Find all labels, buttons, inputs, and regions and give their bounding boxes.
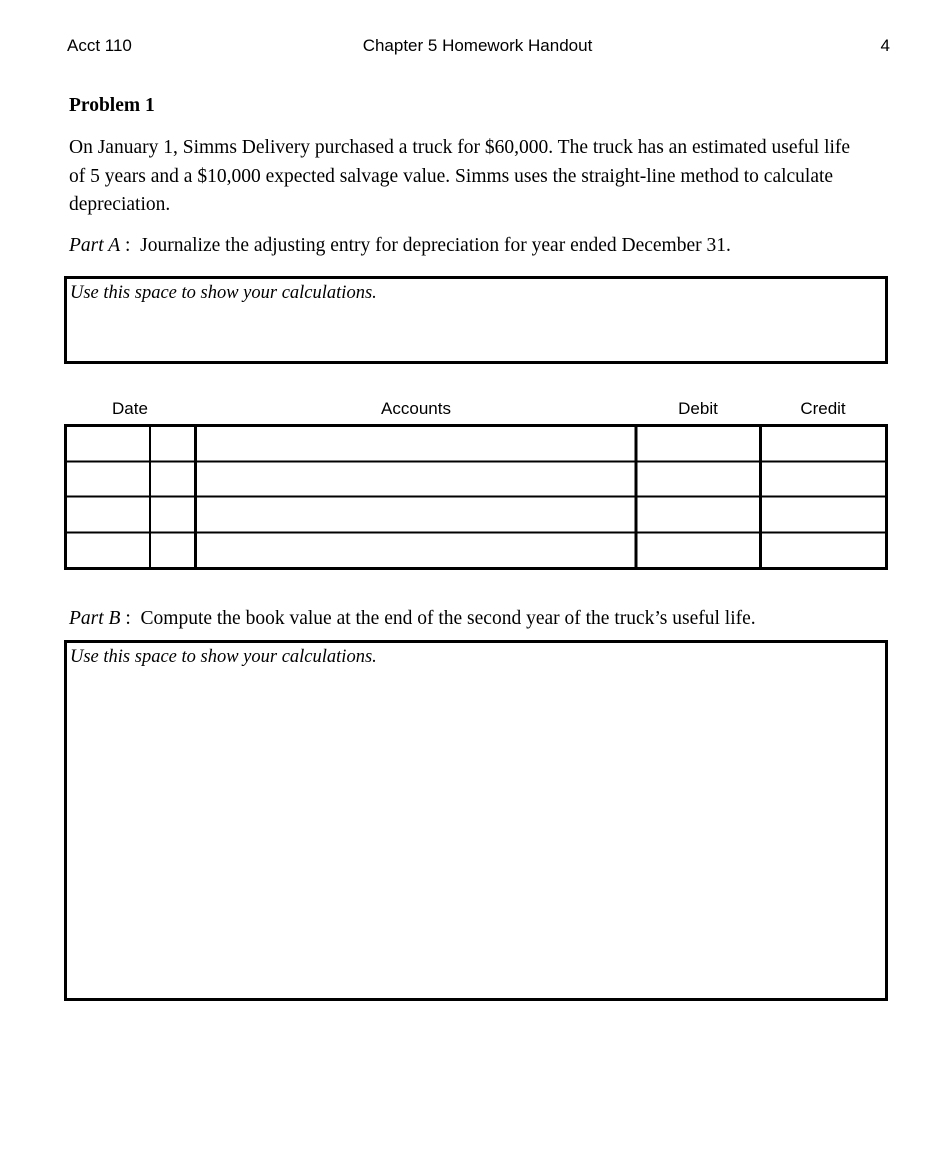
part-a-separator: : bbox=[124, 235, 131, 256]
header-course-code: Acct 110 bbox=[67, 36, 132, 55]
problem-title: Problem 1 bbox=[69, 95, 155, 116]
journal-header-accounts: Accounts bbox=[381, 399, 451, 418]
part-b-instruction: Compute the book value at the end of the second year of the truck’s useful life. bbox=[140, 608, 756, 629]
journal-header-debit: Debit bbox=[678, 399, 718, 418]
journal-entry-table[interactable] bbox=[64, 424, 888, 570]
journal-grid bbox=[64, 424, 888, 570]
header-page-number: 4 bbox=[880, 36, 890, 55]
part-b-prompt bbox=[69, 607, 756, 631]
journal-header-date: Date bbox=[112, 399, 148, 418]
part-a-instruction: Journalize the adjusting entry for depreciation for year ended December 31. bbox=[140, 235, 731, 256]
journal-header-credit: Credit bbox=[800, 399, 846, 418]
part-b-calculation-hint: Use this space to show your calculations. bbox=[70, 647, 377, 667]
part-a-prompt bbox=[69, 234, 731, 258]
header-document-title: Chapter 5 Homework Handout bbox=[362, 36, 593, 55]
part-a-label: Part A bbox=[69, 235, 121, 256]
part-b-separator: : bbox=[125, 608, 131, 629]
part-a-calculation-hint: Use this space to show your calculations. bbox=[70, 283, 377, 303]
part-b-label: Part B bbox=[69, 608, 121, 629]
problem-description: On January 1, Simms Delivery purchased a truck for $60,000. The truck has an estimated useful life of 5 years and a $10,000 expected salvage value. Simms uses the straight-line method to calculate depreciation. bbox=[69, 137, 851, 215]
part-b-calculation-box[interactable] bbox=[64, 640, 888, 1001]
part-a-calculation-box[interactable] bbox=[64, 276, 888, 364]
